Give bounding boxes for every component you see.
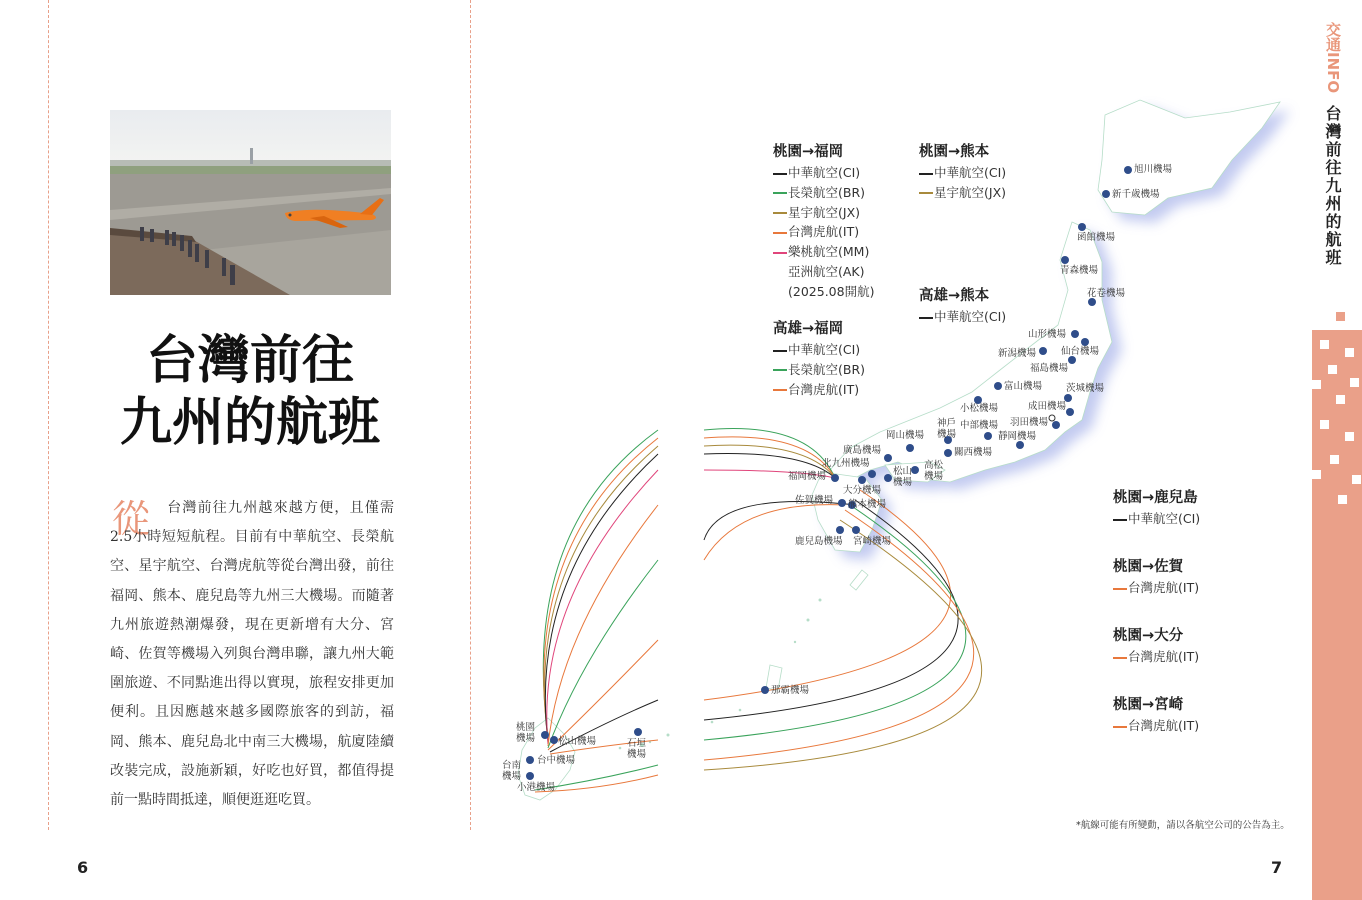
airline-row bbox=[773, 360, 865, 380]
airline-label: 中華航空(CI) bbox=[934, 309, 1007, 324]
airline-label: 中華航空(CI) bbox=[934, 165, 1007, 180]
airline-row bbox=[773, 203, 874, 223]
route-khh-kmj bbox=[919, 285, 1006, 327]
airline-row bbox=[1113, 509, 1200, 529]
airport-label: 機場 bbox=[502, 771, 522, 782]
route-title: 桃園→佐賀 bbox=[1113, 559, 1184, 575]
airport-label: 台中機場 bbox=[537, 755, 576, 766]
airport-label: 中部機場 bbox=[960, 420, 999, 431]
page-number-left: 6 bbox=[77, 858, 89, 877]
airline-row bbox=[773, 340, 865, 360]
airline-label: 台灣虎航(IT) bbox=[1128, 649, 1200, 664]
airport-label: 花卷機場 bbox=[1087, 288, 1126, 299]
airport-label: 福島機場 bbox=[1030, 363, 1069, 374]
page-number-right: 7 bbox=[1271, 858, 1283, 877]
airport-label: 松山 bbox=[893, 466, 913, 477]
airport-label: 宮崎機場 bbox=[853, 536, 892, 547]
drop-cap: 從 bbox=[112, 497, 151, 541]
airport-label: 山形機場 bbox=[1028, 329, 1067, 340]
airline-label: 星宇航空(JX) bbox=[934, 184, 1007, 200]
airport-label: 富山機場 bbox=[1004, 381, 1043, 392]
airport-label: 佐賀機場 bbox=[795, 495, 834, 506]
airport-label: 岡山機場 bbox=[886, 430, 925, 441]
airline-label: 台灣虎航(IT) bbox=[788, 381, 860, 397]
route-tpe-oit bbox=[1113, 625, 1199, 667]
airport-label: 新潟機場 bbox=[998, 348, 1037, 359]
airline-row bbox=[1113, 578, 1199, 598]
airline-row bbox=[919, 307, 1006, 327]
airport-label: 青森機場 bbox=[1060, 265, 1099, 276]
route-khh-fuk bbox=[773, 318, 865, 399]
airline-label: 中華航空(CI) bbox=[788, 342, 861, 357]
route-title: 桃園→大分 bbox=[1113, 628, 1184, 644]
airline-row bbox=[773, 163, 874, 183]
airport-label: 靜岡機場 bbox=[998, 431, 1037, 442]
airline-row bbox=[773, 380, 865, 400]
route-tpe-koj bbox=[1113, 487, 1200, 529]
airline-row bbox=[1113, 647, 1199, 667]
airport-label: 福岡機場 bbox=[788, 471, 827, 482]
airport-label: 松山機場 bbox=[558, 736, 597, 747]
airport-label: 台南 bbox=[502, 760, 522, 771]
route-tpe-kmj bbox=[919, 141, 1006, 203]
airport-label: 鹿兒島機場 bbox=[795, 536, 843, 547]
route-title: 桃園→宮崎 bbox=[1113, 697, 1184, 713]
airport-label: 廣島機場 bbox=[843, 445, 882, 456]
title-line-1: 台灣前往 bbox=[145, 331, 354, 391]
airline-label: 長榮航空(BR) bbox=[788, 361, 866, 377]
airport-label: 關西機場 bbox=[954, 447, 993, 458]
pixel-strip-decoration bbox=[1312, 330, 1362, 900]
airport-label: 小港機場 bbox=[517, 782, 556, 793]
airport-label: 石垣 bbox=[627, 738, 647, 749]
airport-label: 旭川機場 bbox=[1134, 164, 1173, 175]
route-title: 桃園→熊本 bbox=[919, 144, 990, 160]
airport-label: 仙台機場 bbox=[1061, 346, 1100, 357]
route-tpe-fuk bbox=[773, 141, 874, 302]
title-line-2: 九州的航班 bbox=[119, 393, 380, 453]
airport-label: 新千歲機場 bbox=[1112, 189, 1160, 200]
airport-label: 茨城機場 bbox=[1066, 383, 1105, 394]
airport-label: 成田機場 bbox=[1028, 401, 1067, 412]
airport-label: 北九州機場 bbox=[822, 458, 870, 469]
airline-row bbox=[919, 183, 1006, 203]
airline-note: (2025.08開航) bbox=[788, 283, 875, 299]
section-tag-zh: 台灣前往九州的航班 bbox=[1323, 105, 1342, 267]
airport-label: 機場 bbox=[627, 749, 647, 760]
airport-label: 機場 bbox=[893, 477, 913, 488]
airline-label: 星宇航空(JX) bbox=[788, 204, 861, 220]
airport-label: 函館機場 bbox=[1077, 232, 1116, 243]
route-title: 高雄→熊本 bbox=[919, 288, 990, 304]
airport-label: 機場 bbox=[937, 429, 957, 440]
airline-label: 台灣虎航(IT) bbox=[1128, 580, 1200, 595]
airport-label: 小松機場 bbox=[960, 403, 999, 414]
section-tag-en: 交通INFO bbox=[1324, 22, 1342, 94]
airline-label: 亞洲航空(AK) bbox=[788, 263, 865, 279]
route-tpe-kmi bbox=[1113, 694, 1199, 736]
airline-label: 長榮航空(BR) bbox=[788, 184, 866, 200]
airport-label: 那霸機場 bbox=[771, 685, 810, 696]
airline-row bbox=[1113, 716, 1199, 736]
airport-label: 大分機場 bbox=[843, 485, 882, 496]
airline-label: 台灣虎航(IT) bbox=[788, 224, 860, 240]
airline-label: 中華航空(CI) bbox=[1128, 511, 1201, 526]
airline-row bbox=[773, 242, 874, 262]
airport-label: 機場 bbox=[516, 733, 536, 744]
body-text: 台灣前往九州越來越方便，且僅需2.5小時短短航程。目前有中華航空、長榮航空、星宇航空、台灣虎航等從台灣出發，前往福岡、熊本、鹿兒島等九州三大機場。而隨著九州旅遊熱潮爆發，現在更新增有大分、宮崎、佐賀等機場入列與台灣串聯，讓九州大範圍旅遊、不同點進出得以實現，旅程安排更加便利。且因應越來越多國際旅客的到訪，福岡、熊本、鹿兒島北中南三大機場，航廈陸續改裝完成，設施新穎，好吃也好買，都值得提前一點時間抵達，順便逛逛吃買。 bbox=[110, 500, 394, 809]
airport-label: 羽田機場 bbox=[1010, 417, 1049, 428]
airport-label: 熊本機場 bbox=[848, 499, 887, 510]
airline-row bbox=[919, 163, 1006, 183]
airline-label: 中華航空(CI) bbox=[788, 165, 861, 180]
route-title: 桃園→鹿兒島 bbox=[1113, 490, 1198, 506]
airline-label: 台灣虎航(IT) bbox=[1128, 718, 1200, 733]
route-tpe-hsg bbox=[1113, 556, 1199, 598]
airline-row bbox=[773, 222, 874, 242]
airline-label: 樂桃航空(MM) bbox=[788, 244, 870, 260]
footnote: *航線可能有所變動，請以各航空公司的公告為主。 bbox=[1076, 820, 1290, 831]
route-title: 高雄→福岡 bbox=[773, 321, 844, 337]
airport-label: 高松 bbox=[924, 460, 944, 471]
airport-label: 神戶 bbox=[937, 418, 957, 429]
route-title: 桃園→福岡 bbox=[773, 144, 844, 160]
airport-label: 桃園 bbox=[516, 722, 536, 733]
airport-label: 機場 bbox=[924, 471, 944, 482]
airline-row bbox=[773, 183, 874, 203]
